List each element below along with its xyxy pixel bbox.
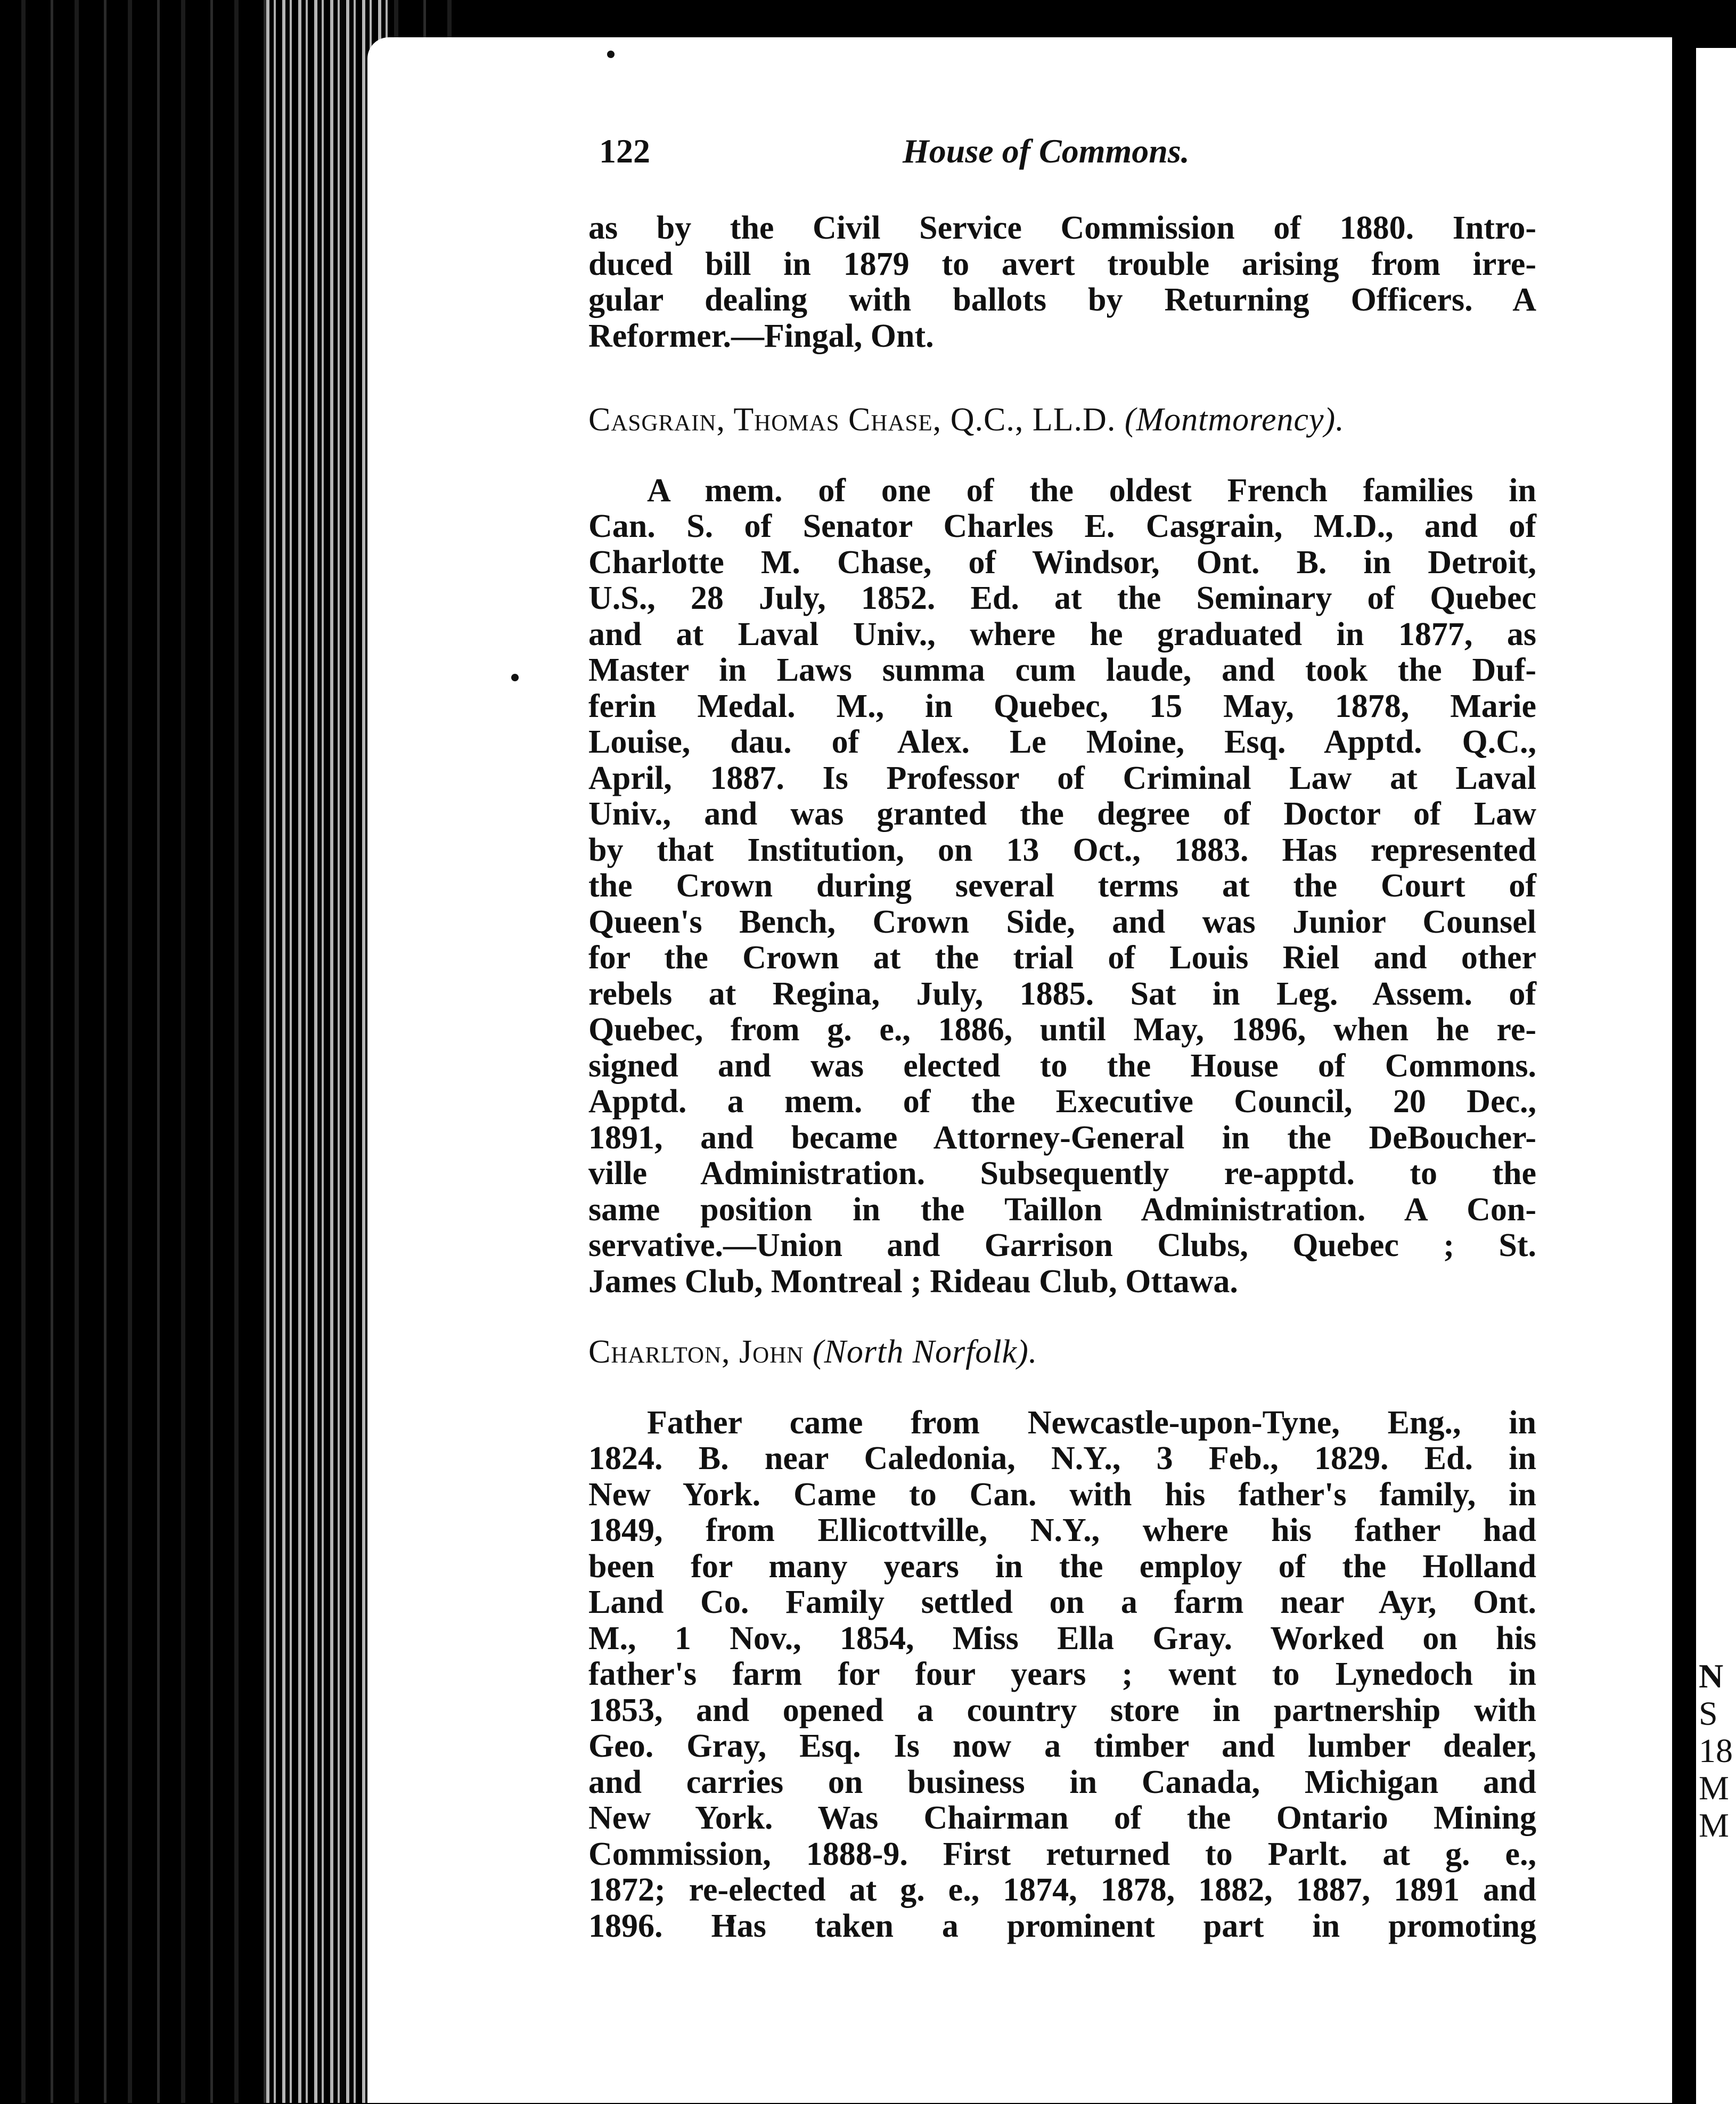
text-line: Louise, dau. of Alex. Le Moine, Esq. Apptd. Q.C., bbox=[588, 724, 1536, 760]
text-line: and carries on business in Canada, Michigan and bbox=[588, 1764, 1536, 1800]
text-line: Charlotte M. Chase, of Windsor, Ont. B. in Detroit, bbox=[588, 544, 1536, 581]
adjacent-page-fragment: 18 bbox=[1699, 1732, 1733, 1769]
scan-speck bbox=[511, 674, 519, 681]
text-line: father's farm for four years ; went to Lynedoch in bbox=[588, 1656, 1536, 1692]
text-line: and at Laval Univ., where he graduated in 1877, as bbox=[588, 616, 1536, 653]
text-line: signed and was elected to the House of Commons. bbox=[588, 1047, 1536, 1084]
page-content bbox=[588, 133, 1536, 1944]
entry-titles bbox=[804, 1334, 813, 1370]
text-line: gular dealing with ballots by Returning Officers. A bbox=[588, 282, 1536, 318]
text-line: Univ., and was granted the degree of Doctor of Law bbox=[588, 796, 1536, 832]
text-line: ville Administration. Subsequently re-apptd. to the bbox=[588, 1155, 1536, 1192]
entry-heading bbox=[588, 1334, 1536, 1371]
text-line: U.S., 28 July, 1852. Ed. at the Seminary of Quebec bbox=[588, 580, 1536, 616]
running-title: House of Commons. bbox=[903, 132, 1190, 170]
adjacent-page-fragment: M bbox=[1699, 1806, 1729, 1844]
text-line: New York. Came to Can. with his father's family, in bbox=[588, 1476, 1536, 1513]
entry-name: Charlton, John bbox=[588, 1334, 804, 1370]
text-line: 1872; re-elected at g. e., 1874, 1878, 1882, 1887, 1891 and bbox=[588, 1872, 1536, 1908]
text-line: been for many years in the employ of the Holland bbox=[588, 1548, 1536, 1585]
text-line: ferin Medal. M., in Quebec, 15 May, 1878, Marie bbox=[588, 688, 1536, 724]
intro-paragraph bbox=[588, 210, 1536, 354]
adjacent-page-fragment: S bbox=[1699, 1694, 1718, 1732]
text-line: Can. S. of Senator Charles E. Casgrain, M.D., and of bbox=[588, 508, 1536, 544]
adjacent-page-fragment: N bbox=[1699, 1657, 1724, 1695]
text-line: Geo. Gray, Esq. Is now a timber and lumber dealer, bbox=[588, 1728, 1536, 1764]
text-line: 1896. Has taken a prominent part in promoting bbox=[588, 1907, 1536, 1944]
text-line: Master in Laws summa cum laude, and took the Duf- bbox=[588, 652, 1536, 688]
text-line: by that Institution, on 13 Oct., 1883. Has represented bbox=[588, 831, 1536, 868]
text-line: James Club, Montreal ; Rideau Club, Ottawa. bbox=[588, 1263, 1238, 1300]
text-line: Apptd. a mem. of the Executive Council, 20 Dec., bbox=[588, 1083, 1536, 1120]
text-line: same position in the Taillon Administration. A Con- bbox=[588, 1191, 1536, 1228]
entry-titles: Q.C., LL.D. bbox=[941, 402, 1125, 438]
text-line: Reformer.—Fingal, Ont. bbox=[588, 317, 934, 354]
adjacent-page-fragment: M bbox=[1699, 1769, 1729, 1807]
page-number: 122 bbox=[599, 132, 650, 170]
text-line: Quebec, from g. e., 1886, until May, 1896, when he re- bbox=[588, 1012, 1536, 1048]
text-line: servative.—Union and Garrison Clubs, Quebec ; St. bbox=[588, 1227, 1536, 1263]
text-line: New York. Was Chairman of the Ontario Mining bbox=[588, 1800, 1536, 1836]
running-head bbox=[588, 133, 1536, 176]
entry-heading bbox=[588, 402, 1536, 438]
entry-riding: (North Norfolk). bbox=[812, 1334, 1038, 1370]
text-line: 1853, and opened a country store in partnership with bbox=[588, 1692, 1536, 1728]
scan-speck bbox=[607, 51, 615, 58]
text-line: Father came from Newcastle-upon-Tyne, Eng., in bbox=[647, 1404, 1536, 1441]
text-line: M., 1 Nov., 1854, Miss Ella Gray. Worked on his bbox=[588, 1620, 1536, 1657]
entry-name: Casgrain, Thomas Chase, bbox=[588, 402, 942, 438]
text-line: Land Co. Family settled on a farm near Ayr, Ont. bbox=[588, 1584, 1536, 1620]
text-line: 1891, and became Attorney-General in the DeBoucher- bbox=[588, 1119, 1536, 1156]
text-line: 1824. B. near Caledonia, N.Y., 3 Feb., 1829. Ed. in bbox=[588, 1440, 1536, 1477]
entry-riding: (Montmorency). bbox=[1124, 402, 1345, 438]
text-line: the Crown during several terms at the Court of bbox=[588, 868, 1536, 904]
text-line: Commission, 1888-9. First returned to Parlt. at g. e., bbox=[588, 1836, 1536, 1872]
text-line: for the Crown at the trial of Louis Riel and other bbox=[588, 940, 1536, 976]
text-line: rebels at Regina, July, 1885. Sat in Leg. Assem. of bbox=[588, 975, 1536, 1012]
entry-casgrain bbox=[588, 402, 1536, 1300]
text-line: duced bill in 1879 to avert trouble arising from irre- bbox=[588, 246, 1536, 282]
entry-charlton bbox=[588, 1334, 1536, 1944]
text-line: April, 1887. Is Professor of Criminal Law at Laval bbox=[588, 760, 1536, 796]
text-line: Queen's Bench, Crown Side, and was Junior Counsel bbox=[588, 903, 1536, 940]
text-line: 1849, from Ellicottville, N.Y., where his father had bbox=[588, 1512, 1536, 1548]
text-line: A mem. of one of the oldest French families in bbox=[647, 472, 1536, 509]
text-line: as by the Civil Service Commission of 1880. Intro- bbox=[588, 210, 1536, 246]
